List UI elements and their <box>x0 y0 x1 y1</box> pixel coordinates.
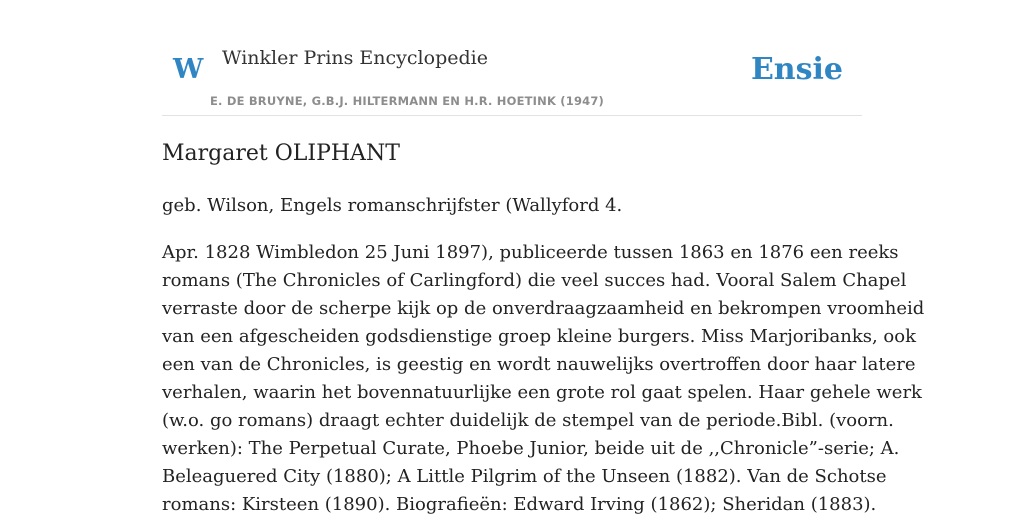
article-title: Margaret OLIPHANT <box>162 141 400 166</box>
body-line: romans (The Chronicles of Carlingford) die veel succes had. Vooral Salem Chapel <box>162 270 907 291</box>
body-line: Beleaguered City (1880); A Little Pilgrim of the Unseen (1882). Van de Schotse <box>162 466 887 487</box>
encyclopedia-title[interactable]: Winkler Prins Encyclopedie <box>222 47 488 69</box>
body-line: Apr. 1828 Wimbledon 25 Juni 1897), publiceerde tussen 1863 en 1876 een reeks <box>162 242 899 263</box>
encyclopedia-header <box>162 0 862 116</box>
body-line: werken): The Perpetual Curate, Phoebe Junior, beide uit de ,,Chronicle”-serie; A. <box>162 438 900 459</box>
body-line: verraste door de scherpe kijk op de onverdraagzaamheid en bekrompen vroomheid <box>162 298 925 319</box>
encyclopedia-authors: E. DE BRUYNE, G.B.J. HILTERMANN EN H.R. HOETINK (1947) <box>210 94 605 108</box>
body-line: (w.o. go romans) draagt echter duidelijk de stempel van de periode.Bibl. (voorn. <box>162 410 894 431</box>
ensie-brand-logo[interactable]: Ensie <box>750 52 843 87</box>
body-line: romans: Kirsteen (1890). Biografieën: Edward Irving (1862); Sheridan (1883). <box>162 494 877 515</box>
body-line: verhalen, waarin het bovennatuurlijke een grote rol gaat spelen. Haar gehele werk <box>162 382 922 403</box>
article-subtitle: geb. Wilson, Engels romanschrijfster (Wallyford 4. <box>162 195 623 216</box>
body-line: een van de Chronicles, is geestig en wordt nauwelijks overtroffen door haar latere <box>162 354 916 375</box>
body-line: van een afgescheiden godsdienstige groep kleine burgers. Miss Marjoribanks, ook <box>162 326 917 347</box>
article-body <box>162 239 925 519</box>
page-container <box>162 0 925 515</box>
winkler-prins-logo-icon[interactable]: W <box>173 54 204 85</box>
